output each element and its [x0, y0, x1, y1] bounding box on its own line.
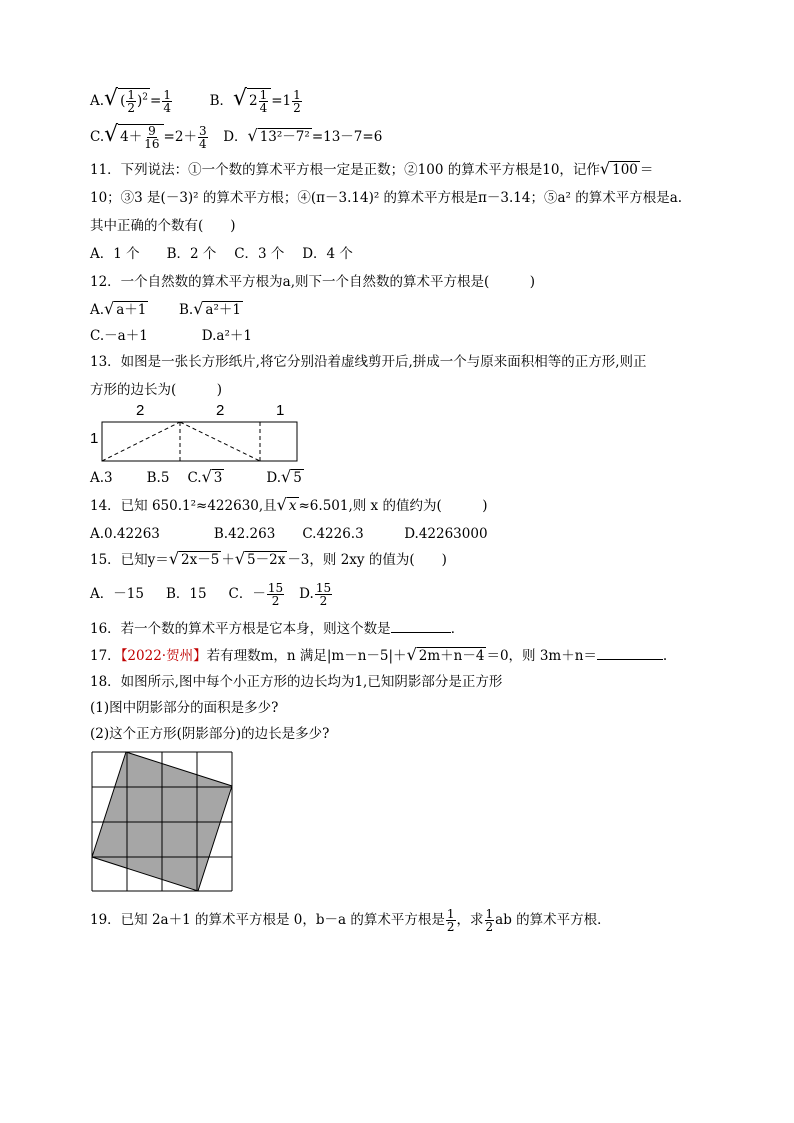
q17-source-tag: 【2022·贺州】: [120, 648, 207, 664]
q13-options: A.3 B.5 C.√ 3 D.√ 5: [90, 467, 302, 486]
q19-stem: 19．已知 2a＋1 的算术平方根是 0，b－a 的算术平方根是 $\frac{1}{2}$ ，求 $\frac{1}{2}$ ab 的算术平方根．: [90, 907, 611, 934]
q10-a-frac: $\frac{1}{2}$: [127, 88, 135, 115]
q11-line3: 其中正确的个数有( ): [90, 218, 236, 234]
q10-row1: A.√ ( $\frac{1}{2}$ )$^2$ = $\frac{1}{4}$ B．√ 2 $\frac{1}{4}$ =1 $\frac{1}{2}$: [90, 86, 301, 115]
fig-label-top-3: 1: [276, 402, 285, 419]
q12-stem: 12．一个自然数的算术平方根为a,则下一个自然数的算术平方根是( ): [90, 274, 536, 290]
q18-grid-figure: [90, 751, 234, 893]
q10-row2: C.√ 4＋ $\frac{9}{16}$ =2＋ $\frac{3}{4}$ D．√ 13²－7² =13－7=6: [90, 122, 383, 151]
fig-label-top-2: 2: [216, 402, 225, 419]
q11-line1: 11．下列说法：①一个数的算术平方根一定是正数；②100 的算术平方根是10，记作√ 100 ＝: [90, 159, 654, 178]
q11-line2: 10；③3 是(－3)² 的算术平方根；④(π－3.14)² 的算术平方根是π－3.14；⑤a² 的算术平方根是a.: [90, 190, 683, 206]
q14-options: A.0.42263 B.42.263 C.4226.3 D.42263000: [90, 526, 488, 542]
q13-rectangle-figure: [90, 402, 300, 462]
fig-label-left: 1: [90, 430, 99, 447]
q13-line2: 方形的边长为( ): [90, 382, 223, 398]
q13-line1: 13．如图是一张长方形纸片,将它分别沿着虚线剪开后,拼成一个与原来面积相等的正方形,则正: [90, 354, 647, 370]
q12-options-ab: A.√ a＋1 B.√ a²＋1: [90, 299, 241, 318]
q15-stem: 15．已知y＝√ 2x－5 ＋√ 5－2x －3，则 2xy 的值为( ): [90, 549, 447, 568]
fig-label-top-1: 2: [136, 402, 145, 419]
q18-sub2: (2)这个正方形(阴影部分)的边长是多少?: [90, 726, 330, 742]
q12-options-cd: C.－a＋1 D.a²＋1: [90, 328, 252, 344]
q14-stem: 14．已知 650.1²≈422630,且√ x ≈6.501,则 x 的值约为( ): [90, 495, 488, 514]
q13-rectangle-svg: [90, 402, 300, 462]
q18-stem: 18．如图所示,图中每个小正方形的边长均为1,已知阴影部分是正方形: [90, 674, 503, 690]
q15-options: A．－15 B．15 C．－ $\frac{15}{2}$ D. $\frac{15}{2}$: [90, 581, 332, 608]
q11-options: A．1 个 B．2 个 C．3 个 D．4 个: [90, 246, 353, 262]
q17-stem: 17．【2022·贺州】若有理数m，n 满足|m－n－5|＋√ 2m＋n－4 ＝0，则 3m＋n＝ .: [90, 645, 668, 664]
q17-answer-blank[interactable]: [597, 645, 663, 660]
q16-answer-blank[interactable]: [391, 618, 451, 633]
q16-stem: 16．若一个数的算术平方根是它本身，则这个数是 ．: [90, 618, 464, 639]
q18-grid-svg: [90, 751, 234, 893]
q18-sub1: (1)图中阴影部分的面积是多少?: [90, 700, 279, 716]
